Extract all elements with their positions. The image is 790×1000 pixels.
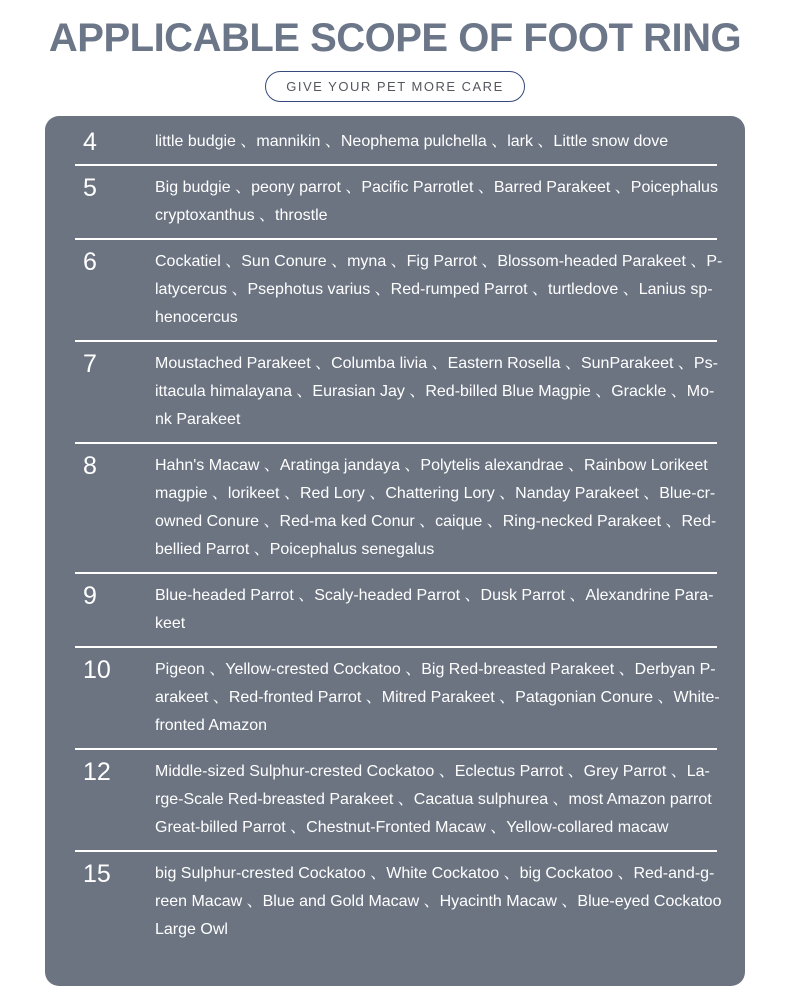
species-line: Big budgie 、peony parrot 、Pacific Parrotlet 、Barred Parakeet 、Poicephalus <box>155 179 718 196</box>
species-cell <box>155 452 723 564</box>
species-line: Great-billed Parrot 、Chestnut-Fronted Macaw 、Yellow-collared macaw <box>155 819 669 836</box>
species-cell <box>155 758 723 842</box>
species-line: Cockatiel 、Sun Conure 、myna 、Fig Parrot 、Blossom-headed Parakeet 、P- <box>155 253 723 270</box>
species-line: latycercus 、Psephotus varius 、Red-rumped Parrot 、turtledove 、Lanius sp- <box>155 281 713 298</box>
size-table-card <box>45 116 745 986</box>
size-row-4 <box>45 120 745 164</box>
size-row-6 <box>45 240 745 340</box>
species-line: little budgie 、mannikin 、Neophema pulchella 、lark 、Little snow dove <box>155 133 669 150</box>
species-line: Large Owl <box>155 921 228 938</box>
species-line: rge-Scale Red-breasted Parakeet 、Cacatua sulphurea 、most Amazon parrot <box>155 791 712 808</box>
size-cell: 10 <box>83 656 111 684</box>
size-cell: 6 <box>83 248 97 276</box>
page-title: APPLICABLE SCOPE OF FOOT RING <box>48 16 742 60</box>
species-line: Pigeon 、Yellow-crested Cockatoo 、Big Red-breasted Parakeet 、Derbyan P- <box>155 661 716 678</box>
size-cell: 15 <box>83 860 111 888</box>
species-line: Hahn's Macaw 、Aratinga jandaya 、Polytelis alexandrae 、Rainbow Lorikeet <box>155 457 708 474</box>
size-row-10 <box>45 648 745 748</box>
size-row-9 <box>45 574 745 646</box>
species-line: nk Parakeet <box>155 411 241 428</box>
species-line: arakeet 、Red-fronted Parrot 、Mitred Parakeet 、Patagonian Conure 、White- <box>155 689 720 706</box>
species-line: Middle-sized Sulphur-crested Cockatoo 、Eclectus Parrot 、Grey Parrot 、La- <box>155 763 710 780</box>
tagline-text: GIVE YOUR PET MORE CARE <box>286 79 504 94</box>
species-cell <box>155 248 723 332</box>
header <box>0 0 790 102</box>
species-line: cryptoxanthus 、throstle <box>155 207 328 224</box>
size-row-8 <box>45 444 745 572</box>
size-cell: 4 <box>83 128 97 156</box>
species-line: keet <box>155 615 186 632</box>
species-line: ittacula himalayana 、Eurasian Jay 、Red-billed Blue Magpie 、Grackle 、Mo- <box>155 383 715 400</box>
species-line: bellied Parrot 、Poicephalus senegalus <box>155 541 435 558</box>
species-cell <box>155 582 723 638</box>
size-row-15 <box>45 852 745 952</box>
size-cell: 9 <box>83 582 97 610</box>
species-cell <box>155 656 723 740</box>
species-line: reen Macaw 、Blue and Gold Macaw 、Hyacinth Macaw 、Blue-eyed Cockatoo <box>155 893 722 910</box>
species-line: big Sulphur-crested Cockatoo 、White Cockatoo 、big Cockatoo 、Red-and-g- <box>155 865 715 882</box>
size-cell: 5 <box>83 174 97 202</box>
species-line: henocercus <box>155 309 238 326</box>
tagline-pill <box>265 71 525 102</box>
species-line: owned Conure 、Red-ma ked Conur 、caique 、Ring-necked Parakeet 、Red- <box>155 513 717 530</box>
size-cell: 8 <box>83 452 97 480</box>
species-cell <box>155 174 723 230</box>
species-cell <box>155 350 723 434</box>
species-line: Moustached Parakeet 、Columba livia 、Eastern Rosella 、SunParakeet 、Ps- <box>155 355 718 372</box>
size-cell: 7 <box>83 350 97 378</box>
size-row-7 <box>45 342 745 442</box>
species-line: magpie 、lorikeet 、Red Lory 、Chattering Lory 、Nanday Parakeet 、Blue-cr- <box>155 485 716 502</box>
size-row-12 <box>45 750 745 850</box>
species-line: Blue-headed Parrot 、Scaly-headed Parrot 、Dusk Parrot 、Alexandrine Para- <box>155 587 714 604</box>
size-cell: 12 <box>83 758 111 786</box>
size-row-5 <box>45 166 745 238</box>
species-cell <box>155 860 723 944</box>
species-line: fronted Amazon <box>155 717 268 734</box>
species-cell <box>155 128 723 156</box>
